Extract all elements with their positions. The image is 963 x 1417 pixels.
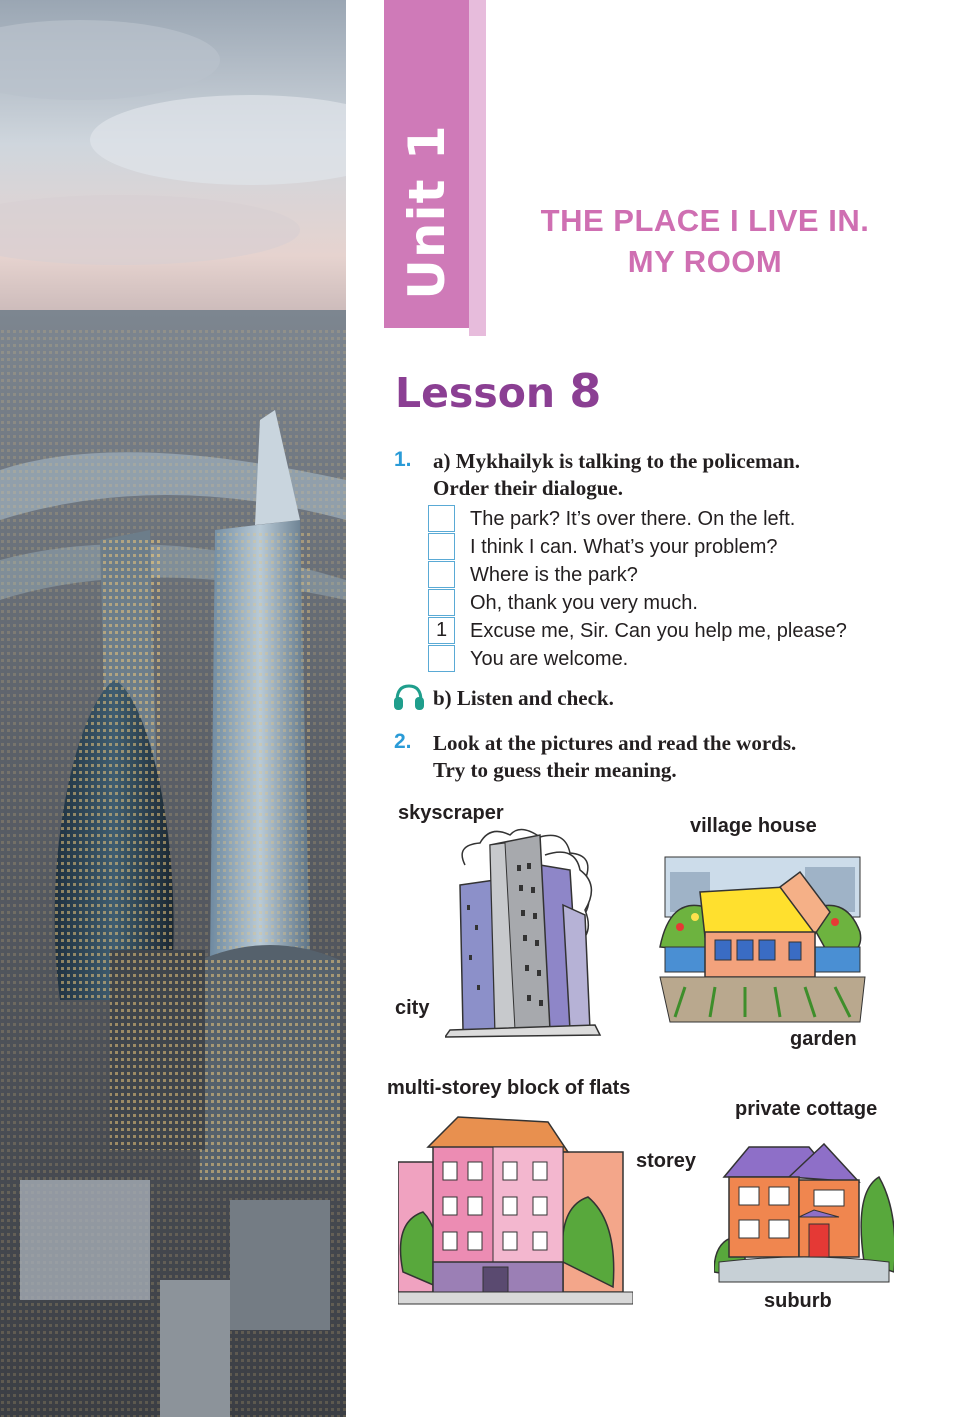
dialogue-row	[428, 561, 847, 589]
word-garden: garden	[790, 1028, 857, 1050]
exercise-2-task-line1: Look at the pictures and read the words.	[433, 731, 797, 755]
order-box[interactable]	[428, 533, 455, 560]
dialogue-row	[428, 505, 847, 533]
exercise-1-task-b: b) Listen and check.	[433, 686, 614, 710]
order-box[interactable]	[428, 589, 455, 616]
private-cottage-picture	[714, 1132, 894, 1292]
exercise-2-task	[433, 730, 796, 784]
lesson-heading	[395, 364, 601, 418]
dialogue-row	[428, 533, 847, 561]
block-of-flats-picture	[398, 1112, 633, 1312]
order-box[interactable]	[428, 505, 455, 532]
lesson-word: Lesson	[395, 369, 556, 417]
order-box[interactable]: 1	[428, 617, 455, 644]
exercise-1-number: 1.	[394, 448, 412, 471]
exercise-1-task-line1: a) Mykhailyk is talking to the policeman.	[433, 449, 800, 473]
unit-title-line2: MY ROOM	[627, 244, 783, 279]
exercise-1-task	[433, 448, 800, 502]
dialogue-row	[428, 589, 847, 617]
word-village-house: village house	[690, 815, 817, 837]
dialogue-line: Where is the park?	[470, 563, 638, 586]
unit-label	[384, 0, 469, 328]
dialogue-line: The park? It’s over there. On the left.	[470, 507, 796, 530]
dialogue-line: You are welcome.	[470, 647, 629, 670]
word-block-of-flats: multi-storey block of flats	[387, 1077, 631, 1099]
exercise-1-task-line2: Order their dialogue.	[433, 476, 623, 500]
dialogue-line: I think I can. What’s your problem?	[470, 535, 778, 558]
dialogue-row	[428, 645, 847, 673]
headphones-icon	[392, 683, 426, 716]
order-box[interactable]	[428, 645, 455, 672]
order-box[interactable]	[428, 561, 455, 588]
word-private-cottage: private cottage	[735, 1098, 878, 1120]
unit-label-text: Unit 1	[397, 124, 456, 300]
unit-tab-shadow	[469, 0, 486, 336]
dialogue-list	[428, 505, 847, 673]
unit-title	[500, 200, 910, 282]
dialogue-row	[428, 617, 847, 645]
word-skyscraper: skyscraper	[398, 802, 504, 824]
dialogue-line: Excuse me, Sir. Can you help me, please?	[470, 619, 847, 642]
lesson-number: 8	[569, 364, 602, 418]
word-city: city	[395, 997, 430, 1019]
dialogue-line: Oh, thank you very much.	[470, 591, 698, 614]
unit-title-line1: THE PLACE I LIVE IN.	[540, 203, 870, 238]
exercise-2-number: 2.	[394, 730, 412, 753]
village-house-picture	[655, 852, 870, 1032]
city-photo	[0, 0, 346, 1417]
word-suburb: suburb	[764, 1290, 832, 1312]
skyscraper-picture	[445, 825, 605, 1045]
word-storey: storey	[636, 1150, 697, 1172]
exercise-2-task-line2: Try to guess their meaning.	[433, 758, 677, 782]
